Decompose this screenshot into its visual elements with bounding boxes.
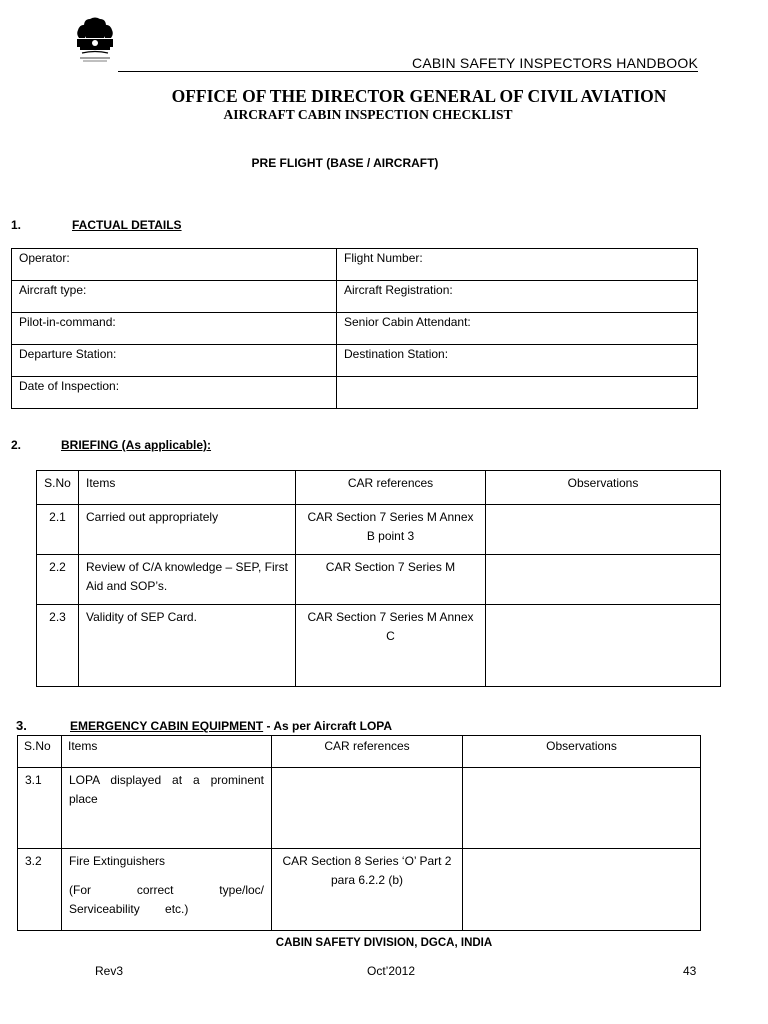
table-row — [18, 849, 701, 931]
item-cell — [62, 849, 272, 931]
table-row — [37, 605, 721, 687]
sno-cell: 2.2 — [37, 555, 79, 605]
footer-division: CABIN SAFETY DIVISION, DGCA, INDIA — [275, 937, 493, 949]
section2-title: BRIEFING (As applicable): — [61, 438, 212, 452]
handbook-title: CABIN SAFETY INSPECTORS HANDBOOK — [412, 55, 698, 71]
field-aircraft-type[interactable]: Aircraft type: — [12, 281, 337, 313]
car-reference-cell: CAR Section 7 Series M Annex C — [296, 605, 486, 687]
header-rule — [118, 71, 698, 72]
car-reference-cell: CAR Section 7 Series M Annex B point 3 — [296, 505, 486, 555]
footer-revision: Rev3 — [95, 964, 124, 978]
factual-details-table — [11, 248, 698, 409]
footer-page-number: 43 — [683, 964, 697, 978]
checklist-title: AIRCRAFT CABIN INSPECTION CHECKLIST — [223, 107, 513, 122]
preflight-label: PRE FLIGHT (BASE / AIRCRAFT) — [251, 156, 439, 170]
table-row — [12, 281, 698, 313]
field-flight-number[interactable]: Flight Number: — [337, 249, 698, 281]
observation-cell[interactable] — [463, 768, 701, 849]
national-emblem-icon — [70, 16, 120, 72]
column-header-sno: S.No — [18, 736, 62, 768]
column-header-car-references: CAR references — [272, 736, 463, 768]
item-cell: LOPA displayed at a prominent place — [62, 768, 272, 849]
table-row — [12, 249, 698, 281]
item-note: (For correct type/loc/ Serviceability etc.) — [69, 883, 264, 916]
field-pilot-in-command[interactable]: Pilot-in-command: — [12, 313, 337, 345]
sno-cell: 2.3 — [37, 605, 79, 687]
sno-cell: 3.1 — [18, 768, 62, 849]
table-row — [12, 377, 698, 409]
column-header-observations: Observations — [463, 736, 701, 768]
field-departure-station[interactable]: Departure Station: — [12, 345, 337, 377]
table-row — [18, 768, 701, 849]
car-reference-cell: CAR Section 8 Series ‘O’ Part 2 para 6.2.2 (b) — [272, 849, 463, 931]
observation-cell[interactable] — [486, 555, 721, 605]
section3-title-suffix: - As per Aircraft LOPA — [263, 719, 393, 733]
observation-cell[interactable] — [486, 605, 721, 687]
car-reference-cell — [272, 768, 463, 849]
table-header-row — [18, 736, 701, 768]
field-destination-station[interactable]: Destination Station: — [337, 345, 698, 377]
section3-heading — [70, 719, 392, 733]
office-title: OFFICE OF THE DIRECTOR GENERAL OF CIVIL AVIATION — [171, 86, 667, 106]
emergency-equipment-table — [17, 735, 701, 931]
column-header-items: Items — [79, 471, 296, 505]
table-row — [12, 313, 698, 345]
briefing-table — [36, 470, 721, 687]
section1-title: FACTUAL DETAILS — [72, 218, 182, 232]
column-header-items: Items — [62, 736, 272, 768]
footer-date: Oct’2012 — [367, 964, 416, 978]
observation-cell[interactable] — [486, 505, 721, 555]
field-aircraft-registration[interactable]: Aircraft Registration: — [337, 281, 698, 313]
sno-cell: 3.2 — [18, 849, 62, 931]
car-reference-cell: CAR Section 7 Series M — [296, 555, 486, 605]
section1-number: 1. — [11, 218, 22, 232]
table-row — [37, 555, 721, 605]
table-header-row — [37, 471, 721, 505]
field-date-of-inspection[interactable]: Date of Inspection: — [12, 377, 337, 409]
table-row — [12, 345, 698, 377]
observation-cell[interactable] — [463, 849, 701, 931]
section3-number: 3. — [16, 718, 27, 733]
item-cell: Carried out appropriately — [79, 505, 296, 555]
section3-title: EMERGENCY CABIN EQUIPMENT — [70, 719, 264, 733]
item-cell: Validity of SEP Card. — [79, 605, 296, 687]
item-cell: Review of C/A knowledge – SEP, First Aid and SOP’s. — [79, 555, 296, 605]
column-header-sno: S.No — [37, 471, 79, 505]
section2-number: 2. — [11, 438, 22, 452]
column-header-car-references: CAR references — [296, 471, 486, 505]
column-header-observations: Observations — [486, 471, 721, 505]
sno-cell: 2.1 — [37, 505, 79, 555]
field-empty[interactable] — [337, 377, 698, 409]
field-senior-cabin-attendant[interactable]: Senior Cabin Attendant: — [337, 313, 698, 345]
item-title: Fire Extinguishers — [69, 854, 166, 868]
table-row — [37, 505, 721, 555]
field-operator[interactable]: Operator: — [12, 249, 337, 281]
